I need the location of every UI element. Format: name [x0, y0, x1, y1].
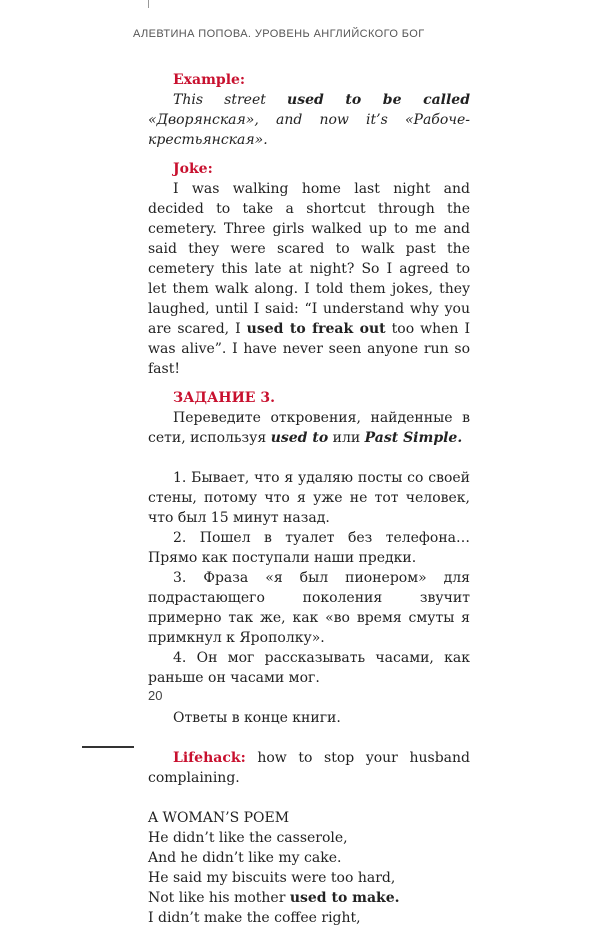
poem-line: He didn’t like the casserole, [148, 830, 348, 846]
poem [148, 808, 470, 928]
example-text: This street used to be called «Дворянская», and now it’s «Рабоче-крестьянская». [148, 92, 470, 148]
page-number: 20 [148, 688, 163, 703]
page-content [148, 70, 470, 928]
poem-line: He said my biscuits were too hard, [148, 870, 396, 886]
top-rule [148, 0, 149, 8]
task-intro: Переведите откровения, найденные в сети, используя used to или Past Simple. [148, 410, 470, 446]
example-label: Example: [173, 72, 246, 88]
task-item-1: 1. Бывает, что я удаляю посты со своей стены, потому что я уже не тот человек, что был 15 минут назад. [148, 470, 470, 526]
task-item-2: 2. Пошел в туалет без телефона… Прямо как поступали наши предки. [148, 530, 470, 566]
task-item-3: 3. Фраза «я был пионером» для подрастающего поколения звучит примерно так же, как «во время смуты я примкнул к Ярополку». [148, 570, 470, 646]
lifehack-line: Lifehack: how to stop your husband complaining. [148, 750, 470, 786]
poem-line: I didn’t make the coffee right, [148, 910, 361, 926]
bottom-rule [82, 746, 134, 748]
poem-title: A WOMAN’S POEM [148, 810, 290, 826]
task-item-4: 4. Он мог рассказывать часами, как раньше он часами мог. [148, 650, 470, 686]
answers-note: Ответы в конце книги. [173, 710, 341, 726]
joke-label: Joke: [173, 161, 213, 177]
poem-line: And he didn’t like my cake. [148, 850, 342, 866]
task-label: ЗАДАНИЕ 3. [173, 390, 275, 406]
running-header: АЛЕВТИНА ПОПОВА. УРОВЕНЬ АНГЛИЙСКОГО БОГ [133, 28, 425, 40]
poem-line: Not like his mother used to make. [148, 890, 400, 906]
joke-text: I was walking home last night and decided to take a shortcut through the cemetery. Three girls walked up to me and said they were scared to walk past the cemetery this late at night? So I agreed to let them walk along. I told them jokes, they laughed, until I said: “I understand why you are scared, I used to freak out too when I was alive”. I have never seen anyone run so fast! [148, 181, 470, 377]
